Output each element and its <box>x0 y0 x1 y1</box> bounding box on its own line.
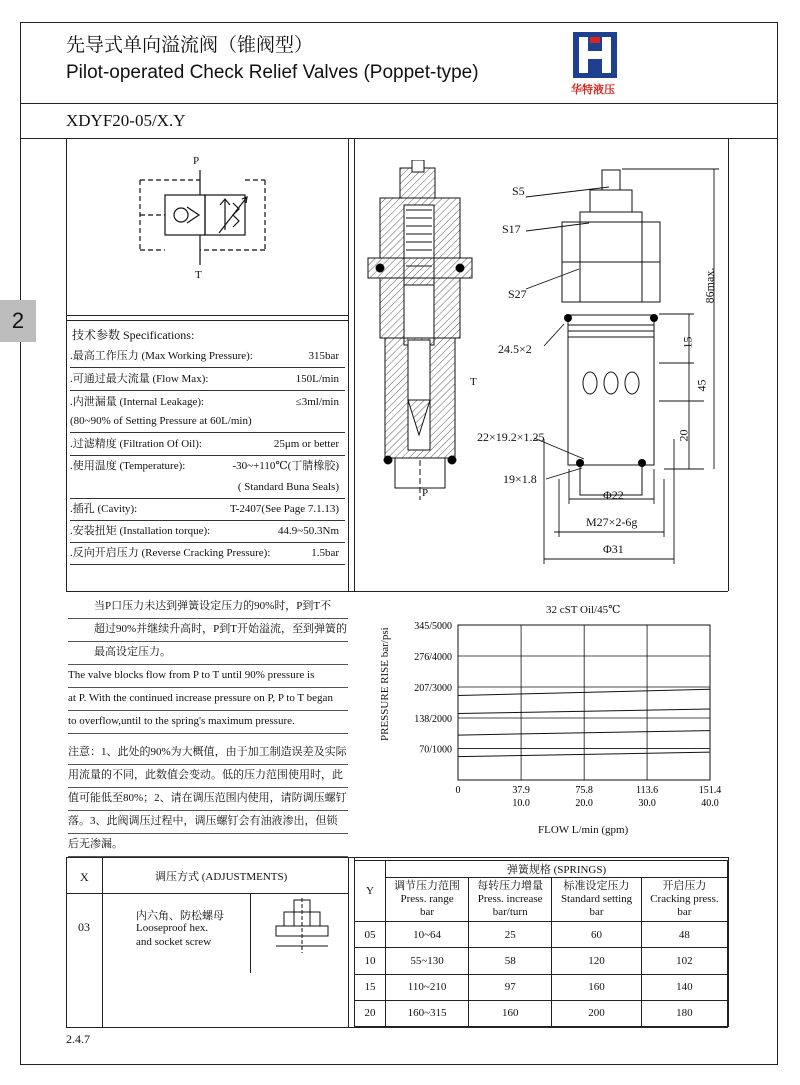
chart-y-tick: 207/3000 <box>414 683 452 694</box>
spec-row: .反向开启压力 (Reverse Cracking Pressure): 1.5bar <box>70 543 345 565</box>
springs-title: 弹簧规格 (SPRINGS) <box>386 861 728 878</box>
table-row: 15 110~210 97 160 140 <box>355 974 728 1000</box>
dimension-lines <box>354 139 728 591</box>
dim-d31: Φ31 <box>603 542 624 556</box>
description-line: 值可能低至80%；2、请在调压范围内使用，请防调压螺钉 <box>68 787 348 811</box>
description-line: 落。3、此阀调压过程中，调压螺钉会有油液渗出，但锁 <box>68 810 348 834</box>
table-row: 05 10~64 25 60 48 <box>355 922 728 948</box>
dim-d22: Φ22 <box>603 488 624 502</box>
dim-45: 45 <box>694 379 709 392</box>
description-line: 注意：1、此处的90%为大概值，由于加工制造误差及实际 <box>68 741 348 765</box>
springs-col-header: 开启压力 Cracking press. bar <box>641 878 727 922</box>
dim-thread: M27×2-6g <box>586 515 638 529</box>
spec-row: .安装扭矩 (Installation torque): 44.9~50.3Nm <box>70 521 345 543</box>
specs-heading: 技术参数 Specifications: <box>72 328 195 342</box>
spec-row: .使用温度 (Temperature): -30~+110℃(丁腈橡胶) <box>70 460 339 472</box>
section-port-t: T <box>470 376 477 388</box>
description-line: 最高设定压力。 <box>68 641 348 665</box>
chart-x-tick: 37.9 <box>512 785 530 796</box>
section-tab: 2 <box>0 300 36 342</box>
dim-oring-2: 22×19.2×1.25 <box>477 430 545 444</box>
title-en: Pilot-operated Check Relief Valves (Poppet-type) <box>66 62 479 83</box>
chart-title: 32 cST Oil/45℃ <box>546 604 621 616</box>
chart-x-tick: 151.4 <box>698 785 722 796</box>
springs-table <box>354 860 728 1027</box>
title-cn: 先导式单向溢流阀（锥阀型） <box>66 35 314 56</box>
description-line: at P. With the continued increase pressure on P, P to T began <box>68 687 348 711</box>
chart-y-tick: 70/1000 <box>419 744 452 756</box>
model-code: XDYF20-05/X.Y <box>66 111 186 130</box>
spec-row: ( Standard Buna Seals) <box>70 477 345 499</box>
flow-pressure-chart <box>395 615 730 820</box>
symbol-port-p: P <box>193 155 200 167</box>
brand-name: 华特液压 <box>571 83 615 96</box>
description-line: 超过90%并继续升高时，P到T开始溢流，至到弹簧的 <box>68 618 348 642</box>
adjust-desc-cn: 内六角、防松螺母 <box>136 910 224 922</box>
adjust-desc-en2: and socket screw <box>136 936 212 948</box>
chart-y-tick: 276/4000 <box>414 652 452 663</box>
springs-col-header: 标准设定压力 Standard setting bar <box>552 878 642 922</box>
symbol-port-t: T <box>195 269 202 281</box>
spec-row: (80~90% of Setting Pressure at 60L/min) <box>70 411 345 433</box>
chart-xlabel: FLOW L/min (gpm) <box>538 824 629 836</box>
chart-x-tick-gpm: 40.0 <box>701 798 719 809</box>
description-line: The valve blocks flow from P to T until 90% pressure is <box>68 664 348 688</box>
hydraulic-symbol <box>125 155 275 285</box>
description-line: 后无渗漏。 <box>68 833 348 857</box>
chart-x-tick-gpm: 20.0 <box>575 798 593 809</box>
dim-s5: S5 <box>512 184 525 198</box>
dim-oring-1: 24.5×2 <box>498 342 532 356</box>
springs-col-header: 每转压力增量 Press. increase bar/turn <box>469 878 552 922</box>
chart-x-tick: 113.6 <box>636 785 659 796</box>
brand-logo <box>573 32 617 78</box>
dim-86max: 86max. <box>702 267 717 304</box>
chart-y-tick: 345/5000 <box>414 621 452 632</box>
chart-x-tick-gpm: 30.0 <box>638 798 656 809</box>
springs-y-header: Y <box>355 861 386 922</box>
adjust-desc-en1: Looseproof hex. <box>136 922 209 934</box>
dim-s17: S17 <box>502 222 521 236</box>
chart-x-tick-gpm: 10.0 <box>512 798 530 809</box>
spec-row: .过滤精度 (Filtration Of Oil): 25μm or better <box>70 434 345 456</box>
spec-row: .最高工作压力 (Max Working Pressure): 315bar <box>70 346 345 368</box>
description-line: 当P口压力未达到弹簧设定压力的90%时，P到T不 <box>68 595 348 619</box>
page-number: 2.4.7 <box>66 1032 90 1046</box>
spec-row: .可通过最大流量 (Flow Max): 150L/min <box>70 369 345 391</box>
dim-15: 15 <box>680 336 695 349</box>
description-line: 用流量的不同，此数值会变动。低的压力范围使用时，此 <box>68 764 348 788</box>
chart-x-tick: 0 <box>455 785 461 796</box>
adjust-x-header: X <box>80 870 89 884</box>
dim-20: 20 <box>676 429 691 442</box>
adjustment-screw-drawing <box>272 898 332 953</box>
dim-oring-3: 19×1.8 <box>503 472 537 486</box>
adjust-header: 调压方式 (ADJUSTMENTS) <box>155 871 288 883</box>
section-port-p: P <box>422 487 429 499</box>
dim-s27: S27 <box>508 287 527 301</box>
spec-row: .插孔 (Cavity): T-2407(See Page 7.1.13) <box>70 499 345 521</box>
adjust-code: 03 <box>78 920 90 934</box>
description-line: to overflow,until to the spring's maximum pressure. <box>68 710 348 734</box>
table-row: 10 55~130 58 120 102 <box>355 948 728 974</box>
chart-x-tick: 75.8 <box>575 785 593 796</box>
chart-ylabel: PRESSURE RISE bar/psi <box>379 627 391 741</box>
spec-row: .内泄漏量 (Internal Leakage): ≤3ml/min <box>70 396 339 408</box>
table-row: 20 160~315 160 200 180 <box>355 1000 728 1026</box>
chart-y-tick: 138/2000 <box>414 714 452 725</box>
springs-col-header: 调节压力范围 Press. range bar <box>386 878 469 922</box>
